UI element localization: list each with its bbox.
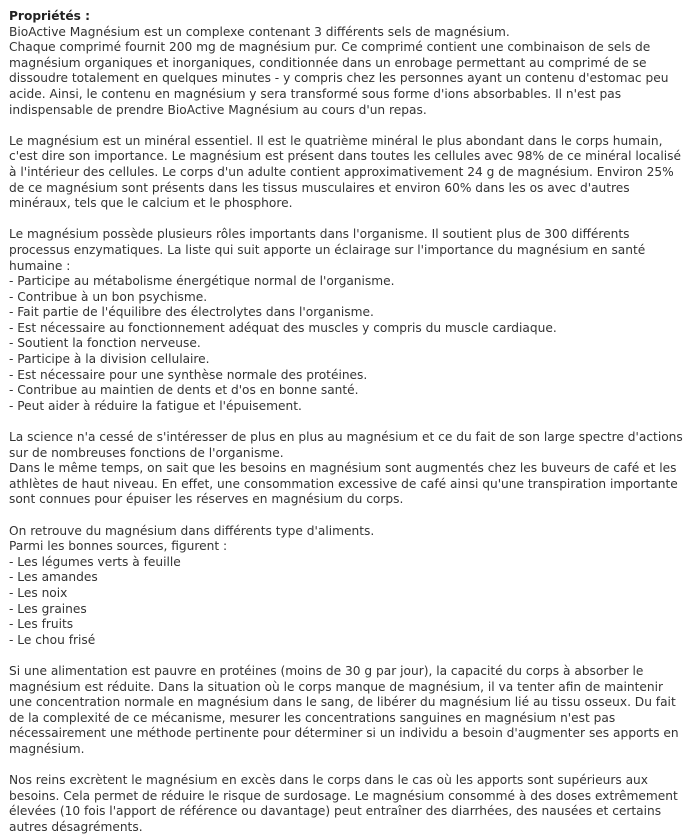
list-item: - Soutient la fonction nerveuse.: [9, 336, 201, 351]
list-item: - Fait partie de l'équilibre des électrolytes dans l'organisme.: [9, 305, 374, 320]
text-line: La science n'a cessé de s'intéresser de plus en plus au magnésium et ce du fait de son large spectre d'actions sur de nombreuses fonctions de l'organisme.: [9, 430, 683, 460]
paragraph-gap: [9, 758, 689, 774]
text-line: Dans le même temps, on sait que les besoins en magnésium sont augmentés chez les buveurs de café et les athlètes de haut niveau. En effet, une consommation excessive de café ainsi qu'une transpiration importante sont connues pour épuiser les réserves en magnésium du corps.: [9, 461, 678, 507]
paragraph-kidneys: [9, 773, 689, 835]
list-item: - Contribue à un bon psychisme.: [9, 289, 208, 304]
list-item: - Les légumes verts à feuille: [9, 554, 181, 569]
paragraph-roles: [9, 227, 689, 414]
list-item: - Participe au métabolisme énergétique normal de l'organisme.: [9, 274, 395, 289]
paragraph-sources: [9, 524, 689, 649]
list-item: - Les fruits: [9, 617, 74, 632]
text-line: On retrouve du magnésium dans différents type d'aliments.: [9, 523, 375, 538]
paragraph-protein: [9, 664, 689, 758]
list-item: - Est nécessaire au fonctionnement adéquat des muscles y compris du muscle cardiaque.: [9, 320, 557, 335]
text-line: Le magnésium est un minéral essentiel. Il est le quatrième minéral le plus abondant dans le corps humain, c'est dire son importance. Le magnésium est présent dans toutes les cellules avec 98% de ce minéral localisé à l'intérieur des cellules. Le corps d'un adulte contient approximativement 24 g de magnésium. Environ 25% de ce magnésium sont présents dans les tissus musculaires et environ 60% dans les os avec d'autres minéraux, tels que le calcium et le phosphore.: [9, 133, 682, 211]
list-item: - Le chou frisé: [9, 632, 96, 647]
text-line: BioActive Magnésium est un complexe contenant 3 différents sels de magnésium.: [9, 24, 510, 39]
paragraph-intro: [9, 25, 689, 119]
paragraph-science: [9, 430, 689, 508]
text-line: Parmi les bonnes sources, figurent :: [9, 539, 228, 554]
paragraph-gap: [9, 648, 689, 664]
text-line: Le magnésium possède plusieurs rôles importants dans l'organisme. Il soutient plus de 300 différents processus enzymatiques. La liste qui suit apporte un éclairage sur l'importance du magnésium en santé humaine :: [9, 227, 646, 273]
list-item: - Contribue au maintien de dents et d'os en bonne santé.: [9, 383, 359, 398]
list-item: - Peut aider à réduire la fatigue et l'épuisement.: [9, 398, 302, 413]
text-line: Nos reins excrètent le magnésium en excès dans le corps dans le cas où les apports sont supérieurs aux besoins. Cela permet de réduire le risque de surdosage. Le magnésium consommé à des doses extrêmement élevées (10 fois l'apport de référence ou davantage) peut entraîner des diarrhées, des nausées et certains autres désagréments.: [9, 773, 678, 834]
list-item: - Les graines: [9, 601, 87, 616]
list-item: - Les amandes: [9, 570, 98, 585]
paragraph-gap: [9, 508, 689, 524]
section-heading: Propriétés :: [9, 9, 90, 23]
list-item: - Est nécessaire pour une synthèse normale des protéines.: [9, 367, 368, 382]
paragraph-gap: [9, 414, 689, 430]
list-item: - Participe à la division cellulaire.: [9, 352, 210, 367]
list-item: - Les noix: [9, 585, 68, 600]
text-line: Si une alimentation est pauvre en protéines (moins de 30 g par jour), la capacité du corps à absorber le magnésium est réduite. Dans la situation où le corps manque de magnésium, il va tenter afin de maintenir une concentration normale en magnésium dans le sang, de libérer du magnésium lié au tissu osseux. Du fait de la complexité de ce mécanisme, mesurer les concentrations sanguines en magnésium n'est pas nécessairement une méthode pertinente pour déterminer si un individu a besoin d'augmenter ses apports en magnésium.: [9, 663, 679, 756]
paragraph-gap: [9, 212, 689, 228]
text-line: Chaque comprimé fournit 200 mg de magnésium pur. Ce comprimé contient une combinaison de sels de magnésium organiques et inorganiques, conditionnée dans un enrobage permettant au comprimé de se dissoudre totalement en quelques minutes - y compris chez les personnes ayant un contenu d'estomac peu acide. Ainsi, le contenu en magnésium y sera transformé sous forme d'ions absorbables. Il n'est pas indispensable de prendre BioActive Magnésium au cours d'un repas.: [9, 40, 669, 117]
paragraph-mineral: [9, 134, 689, 212]
paragraph-gap: [9, 118, 689, 134]
